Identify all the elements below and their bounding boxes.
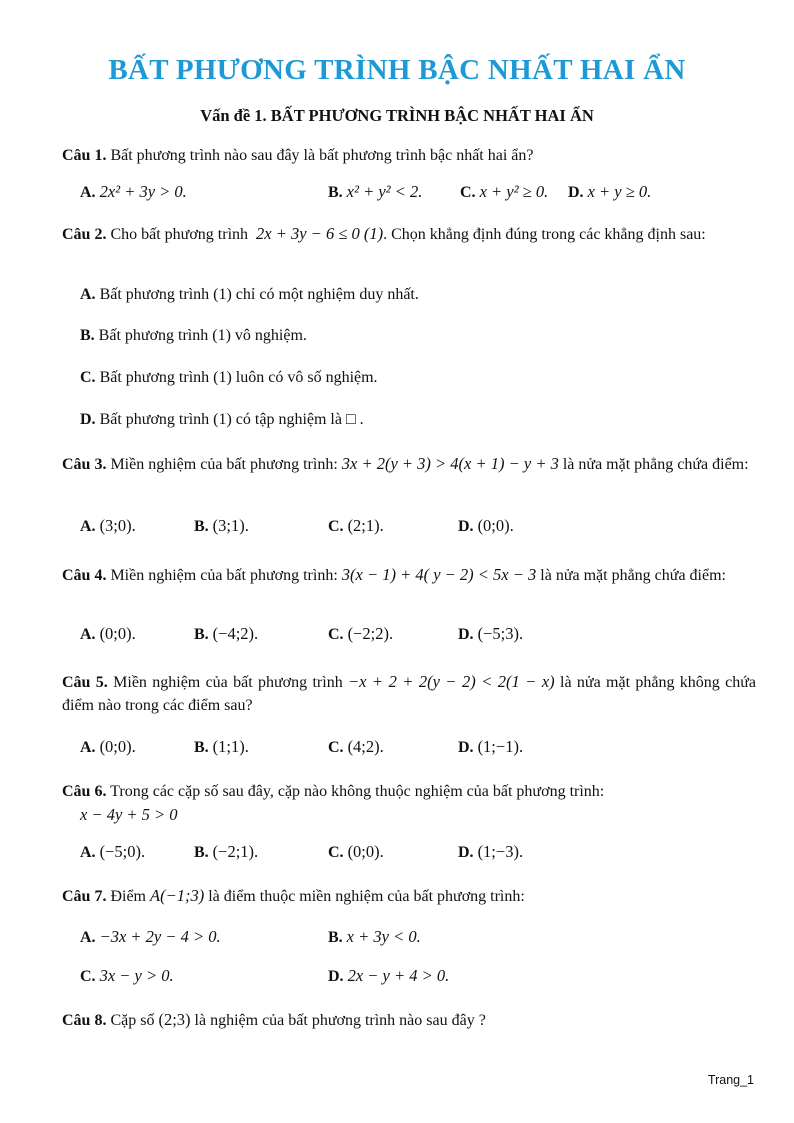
page-title: BẤT PHƯƠNG TRÌNH BẬC NHẤT HAI ẨN	[108, 54, 686, 86]
option-c: C. x + y² ≥ 0.	[460, 182, 549, 201]
options-q7-row2	[62, 964, 756, 988]
question-number: Câu 5.	[62, 674, 108, 691]
point-expr: A(−1;3)	[150, 886, 205, 905]
option-b: B. x² + y² < 2.	[328, 182, 423, 201]
option-b: B. (−4;2).	[194, 624, 259, 643]
question-number: Câu 7.	[62, 888, 107, 905]
option-c-text: Bất phương trình (1) luôn có vô số nghiệm.	[99, 369, 378, 386]
option-c-expr: 3x − y > 0.	[99, 966, 174, 985]
question-text: Cặp số	[110, 1012, 155, 1029]
question-text: Cho bất phương trình	[110, 226, 249, 243]
question-text-tail: là điểm thuộc miền nghiệm của bất phương trình:	[208, 888, 525, 905]
option-a: A. −3x + 2y − 4 > 0.	[80, 927, 221, 946]
point-expr: (2;3)	[158, 1010, 191, 1029]
inequality-expr: −x + 2 + 2(y − 2) < 2(1 − x)	[348, 672, 555, 691]
option-c-expr: x + y² ≥ 0.	[479, 182, 549, 201]
option-a: A. 2x² + 3y > 0.	[80, 182, 187, 201]
question-8	[62, 1008, 756, 1032]
option-a-point: (0;0).	[99, 737, 136, 756]
options-q4	[62, 622, 756, 646]
option-b-point: (1;1).	[212, 737, 249, 756]
options-q3	[62, 514, 756, 538]
inequality-expr: 2x + 3y − 6 ≤ 0 (1)	[256, 224, 384, 243]
option-a: A. (−5;0).	[80, 842, 146, 861]
question-1	[62, 144, 756, 167]
page-number: Trang_1	[707, 1073, 754, 1087]
option-c: C. (4;2).	[328, 737, 384, 756]
inequality-expr: x − 4y + 5 > 0	[80, 805, 178, 824]
question-text: Miền nghiệm của bất phương trình	[113, 674, 343, 691]
question-5	[62, 670, 756, 717]
option-d-point: (1;−1).	[477, 737, 524, 756]
question-text-tail: là nửa mặt phẳng chứa điểm:	[562, 456, 749, 473]
option-d: D. Bất phương trình (1) có tập nghiệm là □ .	[80, 411, 364, 428]
option-d: D. (0;0).	[458, 516, 514, 535]
options-q5	[62, 735, 756, 759]
question-text: Trong các cặp số sau đây, cặp nào không thuộc nghiệm của bất phương trình:	[110, 783, 605, 800]
question-4	[62, 563, 756, 587]
options-q1	[62, 180, 756, 204]
option-a-expr: −3x + 2y − 4 > 0.	[99, 927, 221, 946]
option-d: D. 2x − y + 4 > 0.	[328, 966, 450, 985]
option-b-expr: x² + y² < 2.	[346, 182, 423, 201]
option-b: B. (3;1).	[194, 516, 249, 535]
option-b-text: Bất phương trình (1) vô nghiệm.	[98, 327, 307, 344]
option-d-expr: 2x − y + 4 > 0.	[347, 966, 450, 985]
question-3	[62, 452, 756, 476]
question-text: Miền nghiệm của bất phương trình:	[110, 567, 338, 584]
option-b: B. (1;1).	[194, 737, 249, 756]
question-number: Câu 3.	[62, 456, 107, 473]
option-c: C. (−2;2).	[328, 624, 394, 643]
question-text-tail: là nửa mặt phẳng không chứa điểm nào trong các điểm sau?	[62, 674, 757, 714]
options-q6	[62, 840, 756, 864]
option-a-point: (3;0).	[99, 516, 136, 535]
question-number: Câu 2.	[62, 226, 107, 243]
option-b-point: (3;1).	[212, 516, 249, 535]
question-7	[62, 884, 756, 908]
option-d-point: (−5;3).	[477, 624, 524, 643]
question-text-tail: là nghiệm của bất phương trình nào sau đây ?	[194, 1012, 486, 1029]
option-b-expr: x + 3y < 0.	[346, 927, 421, 946]
option-a-text: Bất phương trình (1) chỉ có một nghiệm duy nhất.	[99, 286, 419, 303]
option-d-expr: x + y ≥ 0.	[587, 182, 652, 201]
option-b: B. x + 3y < 0.	[328, 927, 421, 946]
option-a-expr: 2x² + 3y > 0.	[99, 182, 187, 201]
option-a: A. (0;0).	[80, 624, 136, 643]
option-c: C. Bất phương trình (1) luôn có vô số nghiệm.	[80, 369, 378, 386]
option-d-point: (1;−3).	[477, 842, 524, 861]
section-heading: Vấn đề 1. BẤT PHƯƠNG TRÌNH BẬC NHẤT HAI ẨN	[200, 106, 594, 125]
inequality-expr: 3x + 2(y + 3) > 4(x + 1) − y + 3	[341, 454, 559, 473]
option-a: A. (3;0).	[80, 516, 136, 535]
option-a: A. Bất phương trình (1) chỉ có một nghiệm duy nhất.	[80, 286, 419, 303]
option-c: C. (0;0).	[328, 842, 384, 861]
options-q7-row1	[62, 925, 756, 949]
option-a-point: (−5;0).	[99, 842, 146, 861]
option-a-point: (0;0).	[99, 624, 136, 643]
question-2	[62, 222, 756, 246]
question-text: Miền nghiệm của bất phương trình:	[110, 456, 338, 473]
option-d-text: Bất phương trình (1) có tập nghiệm là □ .	[99, 411, 364, 428]
question-text: Bất phương trình nào sau đây là bất phương trình bậc nhất hai ẩn?	[110, 147, 534, 164]
option-c-point: (0;0).	[347, 842, 384, 861]
option-c-point: (−2;2).	[347, 624, 394, 643]
option-d: D. x + y ≥ 0.	[568, 182, 652, 201]
option-c: C. (2;1).	[328, 516, 384, 535]
option-b: B. Bất phương trình (1) vô nghiệm.	[80, 327, 307, 344]
option-b-point: (−4;2).	[212, 624, 259, 643]
question-text-tail: là nửa mặt phẳng chứa điểm:	[540, 567, 726, 584]
inequality-expr: 3(x − 1) + 4( y − 2) < 5x − 3	[341, 565, 537, 584]
question-number: Câu 6.	[62, 783, 107, 800]
question-6	[62, 780, 756, 827]
option-d-point: (0;0).	[477, 516, 514, 535]
question-number: Câu 4.	[62, 567, 107, 584]
option-d: D. (−5;3).	[458, 624, 524, 643]
option-d: D. (1;−3).	[458, 842, 524, 861]
question-text: Điểm	[110, 888, 146, 905]
option-c-point: (4;2).	[347, 737, 384, 756]
question-number: Câu 1.	[62, 147, 107, 164]
option-b-point: (−2;1).	[212, 842, 259, 861]
option-c-point: (2;1).	[347, 516, 384, 535]
question-number: Câu 8.	[62, 1012, 107, 1029]
option-d: D. (1;−1).	[458, 737, 524, 756]
option-a: A. (0;0).	[80, 737, 136, 756]
question-text-tail: . Chọn khẳng định đúng trong các khẳng định sau:	[383, 226, 706, 243]
option-c: C. 3x − y > 0.	[80, 966, 174, 985]
option-b: B. (−2;1).	[194, 842, 259, 861]
